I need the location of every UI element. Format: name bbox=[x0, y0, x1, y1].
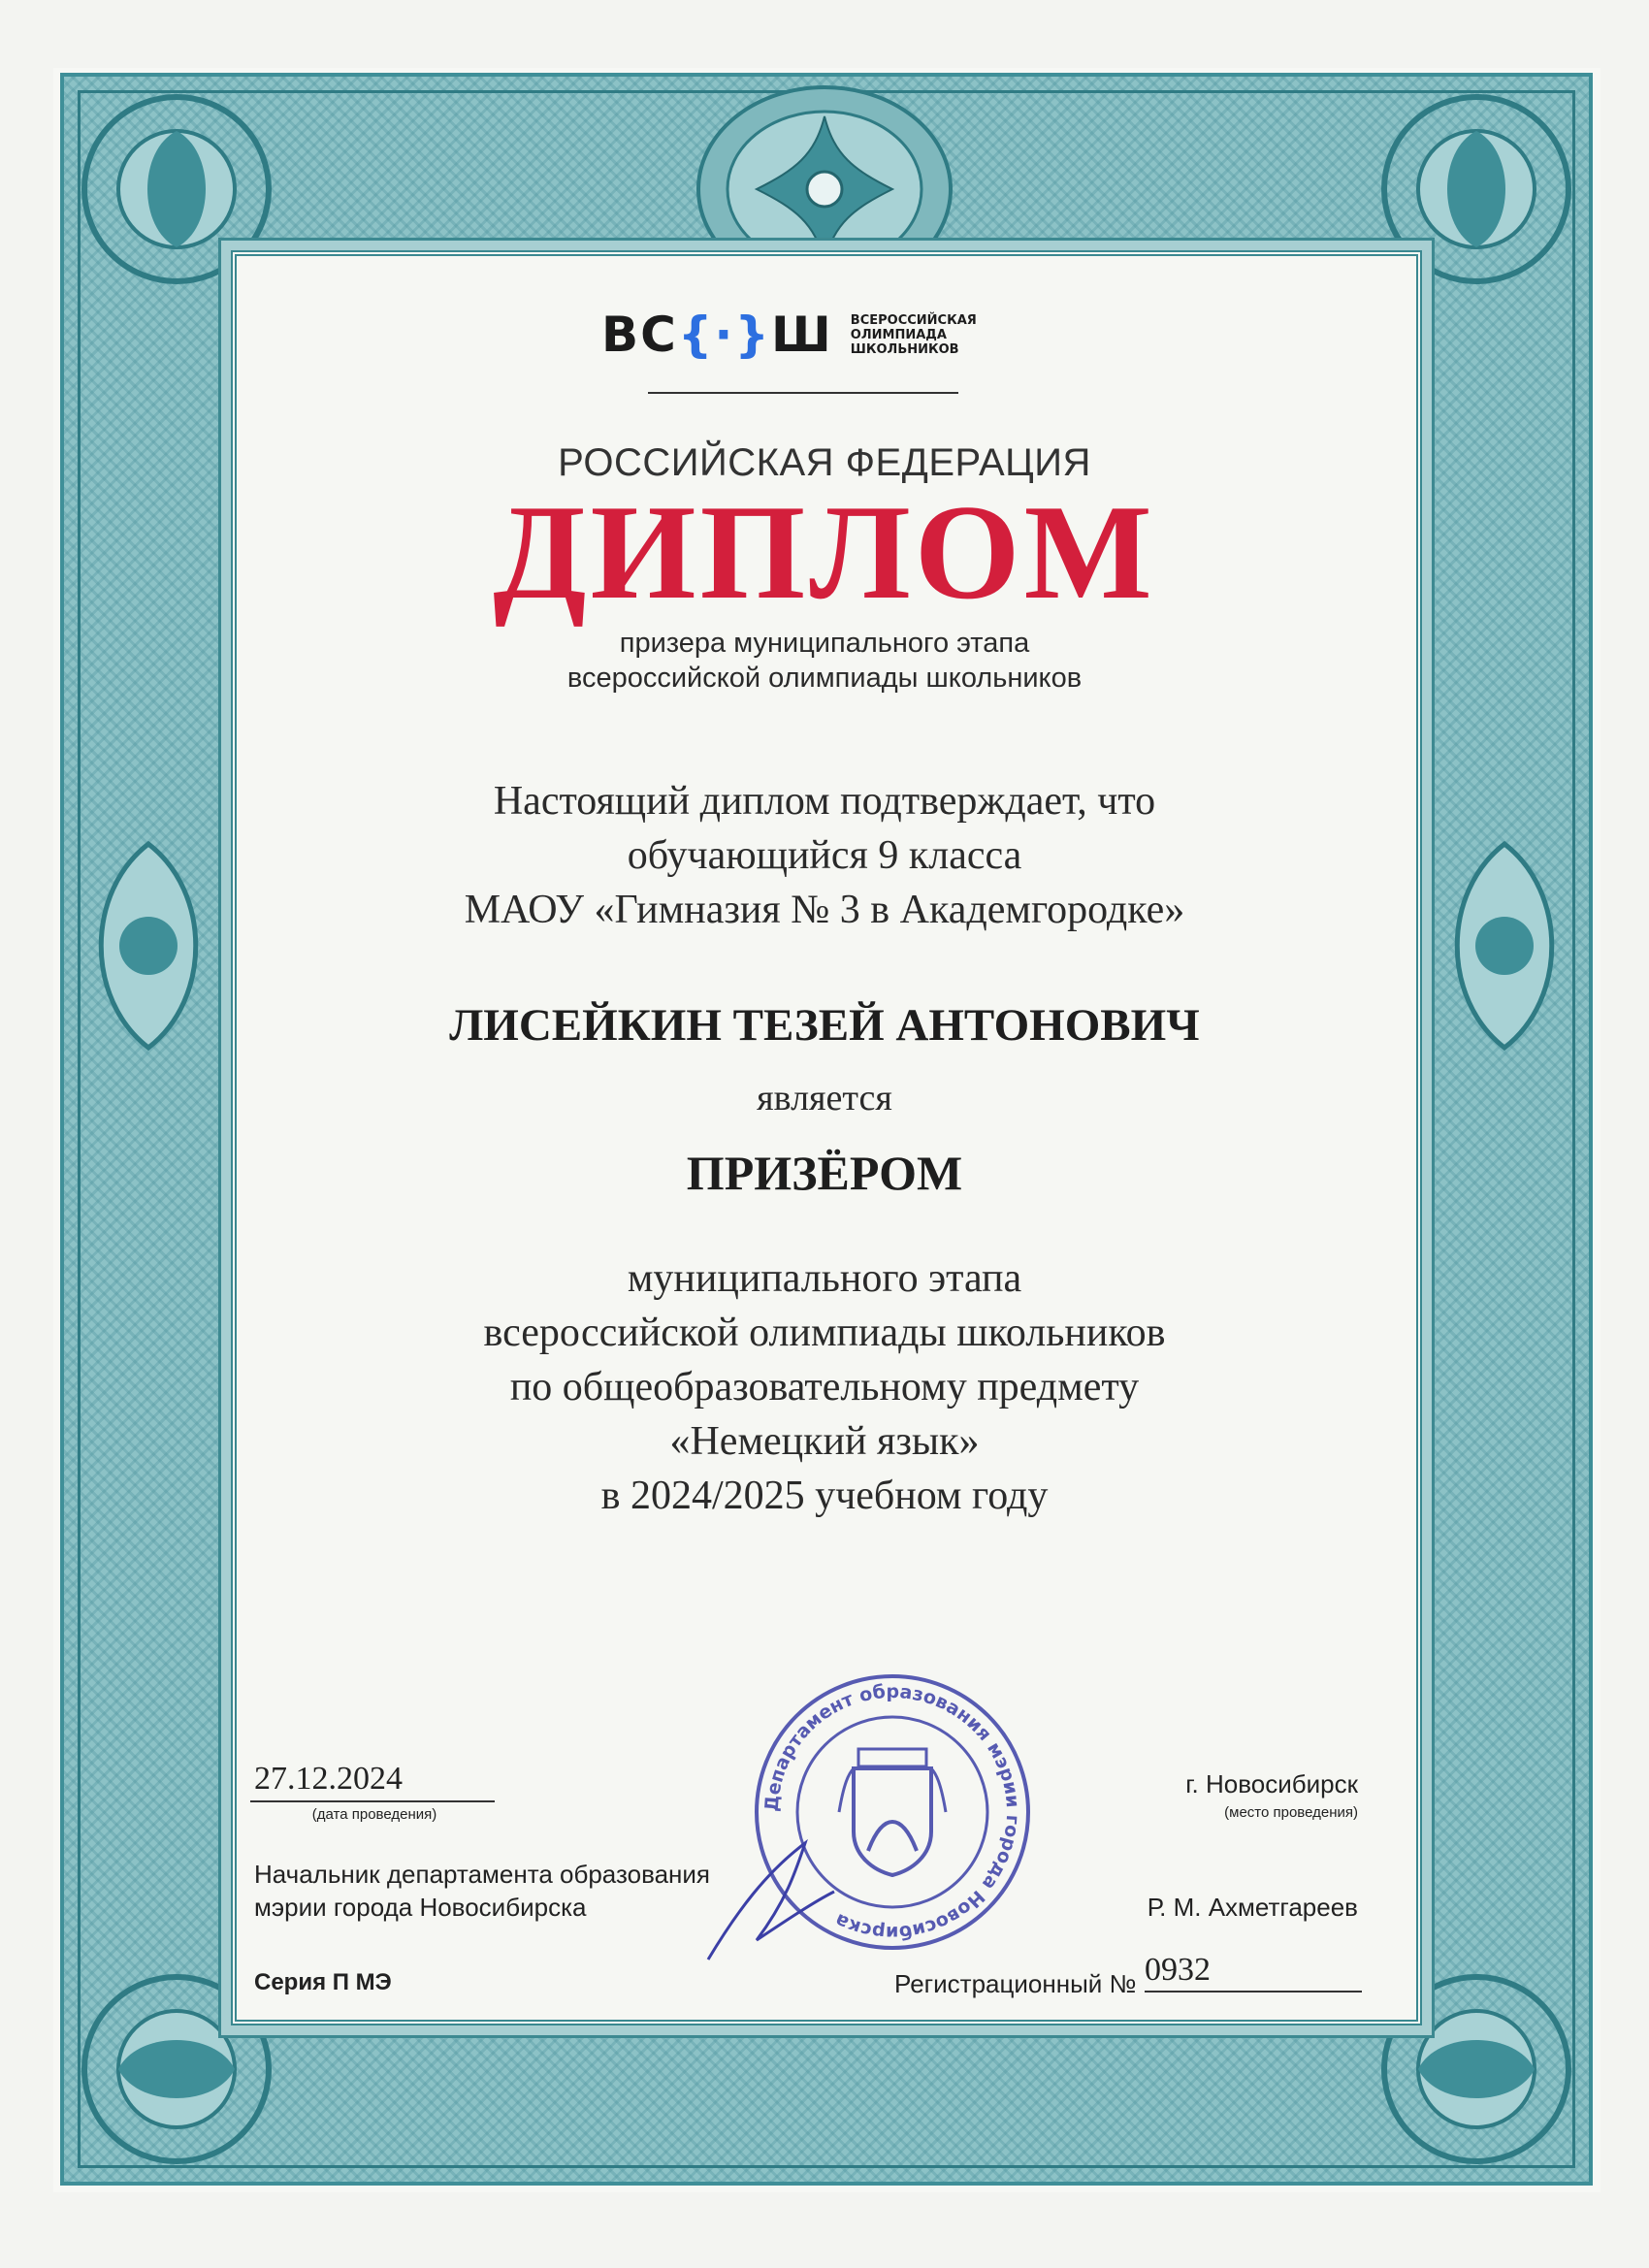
logo-mark-right: Ш bbox=[771, 307, 833, 363]
date-underline bbox=[250, 1800, 495, 1802]
body-line-3: МАОУ «Гимназия № 3 в Академгородке» bbox=[464, 888, 1185, 932]
position-line-1: Начальник департамента образования bbox=[254, 1860, 711, 1889]
subtitle-line-2: всероссийской олимпиады школьников bbox=[566, 663, 1083, 694]
coat-of-arms-icon bbox=[839, 1749, 946, 1875]
recipient-name: ЛИСЕЙКИН ТЕЗЕЙ АНТОНОВИЧ bbox=[449, 1000, 1200, 1051]
detail-line-5: в 2024/2025 учебном году bbox=[600, 1474, 1049, 1518]
date-caption: (дата проведения) bbox=[311, 1806, 437, 1823]
series-number: Серия П МЭ bbox=[254, 1969, 392, 1995]
position-line-2: мэрии города Новосибирска bbox=[254, 1893, 587, 1922]
body-line-2: обучающийся 9 класса bbox=[627, 833, 1022, 878]
olympiad-details bbox=[0, 1251, 1649, 1523]
logo-mark bbox=[601, 306, 833, 364]
detail-line-4: «Немецкий язык» bbox=[669, 1419, 980, 1464]
subtitle-line-1: призера муниципального этапа bbox=[619, 628, 1030, 659]
body-line-1: Настоящий диплом подтверждает, что bbox=[493, 779, 1156, 824]
registration-number: 0932 bbox=[1145, 1952, 1211, 1988]
vsosh-logo bbox=[601, 306, 1016, 364]
diploma-subtitle bbox=[0, 626, 1649, 696]
stamp-text: Департамент образования мэрии города Новосибирска bbox=[760, 1680, 1024, 1944]
place-caption: (место проведения) bbox=[1224, 1804, 1358, 1821]
event-date: 27.12.2024 bbox=[254, 1761, 403, 1797]
logo-mark-left: ВС bbox=[601, 307, 678, 363]
certification-text bbox=[0, 774, 1649, 937]
logo-divider bbox=[648, 392, 958, 394]
registration-label: Регистрационный № bbox=[894, 1969, 1137, 1998]
diploma-title: ДИПЛОМ bbox=[493, 477, 1156, 628]
is-word: является bbox=[757, 1078, 892, 1118]
official-stamp bbox=[747, 1667, 1038, 1958]
detail-line-3: по общеобразовательному предмету bbox=[509, 1365, 1140, 1409]
signer-name: Р. М. Ахметгареев bbox=[1147, 1893, 1358, 1922]
svg-text:Департамент образования мэрии bbox=[761, 1681, 1023, 1943]
registration-underline bbox=[1145, 1991, 1362, 1993]
award-rank: ПРИЗЁРОМ bbox=[686, 1146, 963, 1200]
country-heading: РОССИЙСКАЯ ФЕДЕРАЦИЯ bbox=[558, 441, 1091, 484]
detail-line-2: всероссийской олимпиады школьников bbox=[483, 1311, 1166, 1355]
signer-position bbox=[254, 1858, 710, 1924]
logo-text: ВСЕРОССИЙСКАЯ ОЛИМПИАДА ШКОЛЬНИКОВ bbox=[850, 312, 977, 357]
event-place: г. Новосибирск bbox=[1185, 1769, 1358, 1798]
detail-line-1: муниципального этапа bbox=[627, 1256, 1022, 1301]
logo-mark-brace: {·} bbox=[677, 307, 771, 363]
